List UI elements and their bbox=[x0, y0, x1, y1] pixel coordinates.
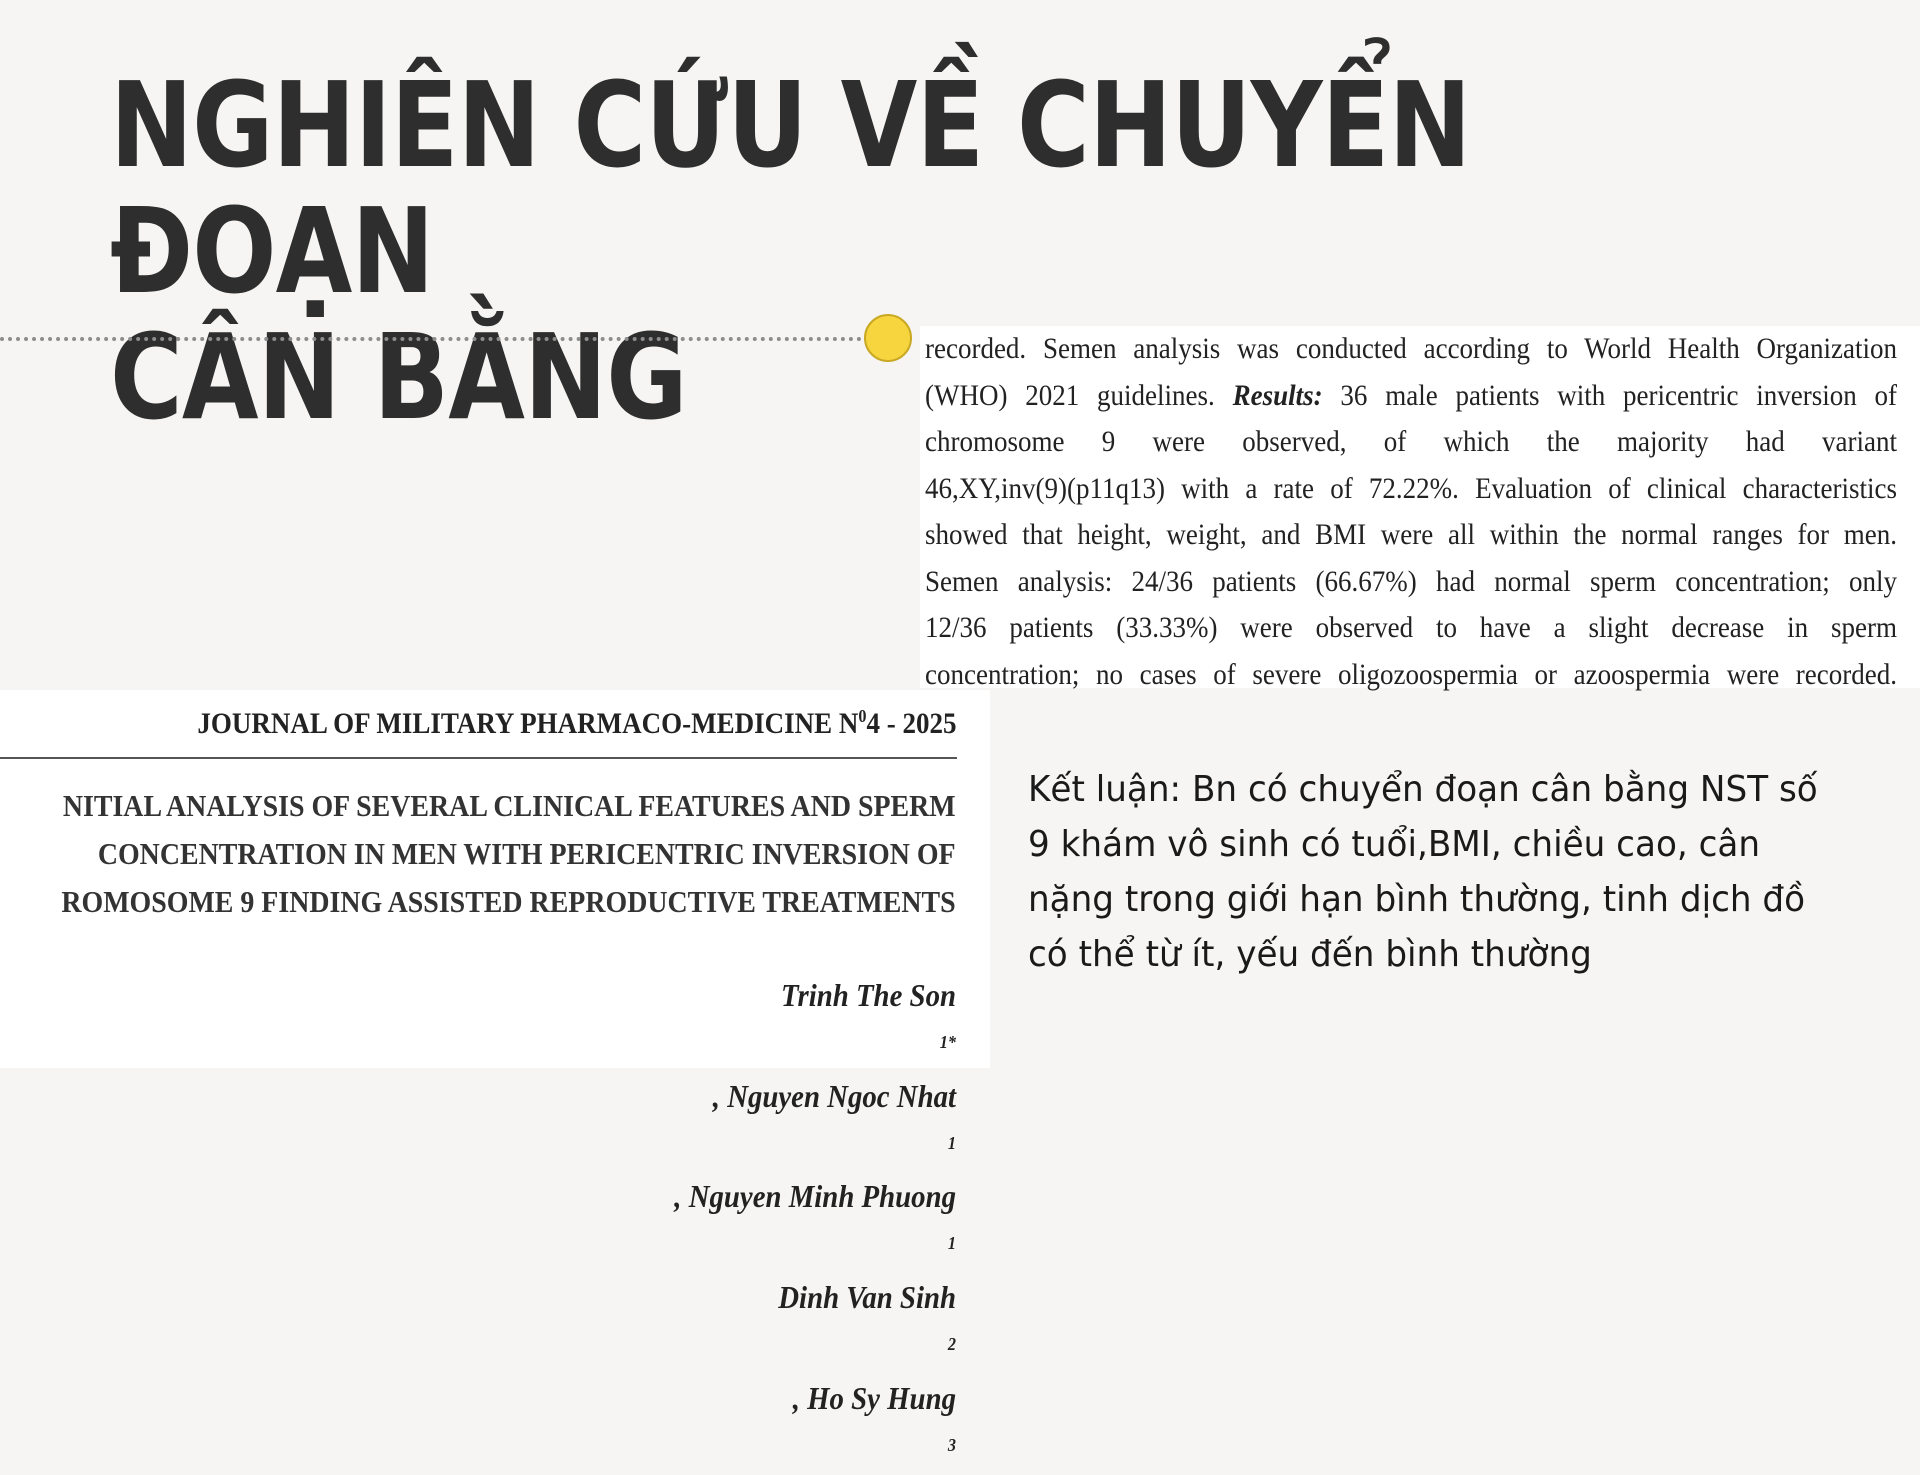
conclusion-text bbox=[1028, 762, 1864, 982]
author-affiliation: 1 bbox=[947, 1132, 956, 1153]
journal-issue: 4 - 2025 bbox=[866, 707, 956, 740]
paper-title-line: NITIAL ANALYSIS OF SEVERAL CLINICAL FEATURES AND SPERM bbox=[63, 788, 956, 823]
conclusion-line: nặng trong giới hạn bình thường, tinh dịch đồ bbox=[1028, 879, 1806, 920]
journal-divider bbox=[0, 757, 957, 759]
yellow-marker-dot bbox=[864, 314, 912, 362]
results-label: Results: bbox=[1232, 378, 1323, 412]
author-name: Trinh The Son bbox=[781, 977, 956, 1013]
author-name: , Nguyen Minh Phuong bbox=[674, 1178, 956, 1215]
abstract-excerpt-image bbox=[920, 326, 1920, 691]
authors-line bbox=[674, 1274, 956, 1475]
abstract-line: 12/36 patients (33.33%) were observed to have a slight decrease in sperm bbox=[925, 611, 1897, 644]
abstract-line: recorded. Semen analysis was conducted according to World Health Organization bbox=[925, 332, 1897, 365]
paper-title bbox=[62, 782, 956, 926]
journal-name-text: JOURNAL OF MILITARY PHARMACO-MEDICINE N bbox=[196, 707, 858, 740]
author-affiliation: 1* bbox=[939, 1032, 956, 1052]
authors-line bbox=[674, 972, 956, 1274]
abstract-line: chromosome 9 were observed, of which the majority had variant bbox=[925, 425, 1897, 458]
journal-name bbox=[197, 706, 956, 741]
author-affiliation: 3 bbox=[947, 1434, 956, 1455]
journal-header-image bbox=[0, 690, 990, 1455]
abstract-text bbox=[925, 326, 1897, 698]
author-name: , Nguyen Ngoc Nhat bbox=[712, 1077, 956, 1114]
author-affiliation: 2 bbox=[947, 1333, 956, 1354]
abstract-line: 46,XY,inv(9)(p11q13) with a rate of 72.22%. Evaluation of clinical characteristics bbox=[925, 471, 1897, 505]
abstract-line-part: (WHO) 2021 guidelines. bbox=[925, 378, 1215, 412]
abstract-line: Semen analysis: 24/36 patients (66.67%) had normal sperm concentration; only bbox=[925, 564, 1897, 598]
slide-title: NGHIÊN CỨU VỀ CHUYỂN ĐOẠN CÂN BẰNG bbox=[110, 56, 1471, 446]
author-name: , Ho Sy Hung bbox=[792, 1379, 956, 1416]
paper-title-line: CONCENTRATION IN MEN WITH PERICENTRIC INVERSION OF bbox=[98, 836, 957, 871]
journal-number-sup: 0 bbox=[857, 706, 866, 726]
author-affiliation: 1 bbox=[947, 1233, 956, 1254]
paper-title-line: ROMOSOME 9 FINDING ASSISTED REPRODUCTIVE TREATMENTS bbox=[61, 884, 956, 919]
abstract-line: concentration; no cases of severe oligozoospermia or azoospermia were recorded. bbox=[925, 657, 1897, 691]
conclusion-line: có thể từ ít, yếu đến bình thường bbox=[1028, 934, 1592, 975]
dotted-connector-line bbox=[0, 337, 870, 341]
abstract-line bbox=[925, 373, 1897, 420]
abstract-line-part: 36 male patients with pericentric inversion of bbox=[1340, 378, 1898, 412]
conclusion-line: 9 khám vô sinh có tuổi,BMI, chiều cao, cân bbox=[1028, 824, 1761, 865]
author-name: Dinh Van Sinh bbox=[778, 1278, 956, 1315]
abstract-line: showed that height, weight, and BMI were all within the normal ranges for men. bbox=[925, 518, 1897, 551]
paper-authors bbox=[674, 972, 956, 1475]
conclusion-line: Kết luận: Bn có chuyển đoạn cân bằng NST số bbox=[1028, 769, 1818, 810]
